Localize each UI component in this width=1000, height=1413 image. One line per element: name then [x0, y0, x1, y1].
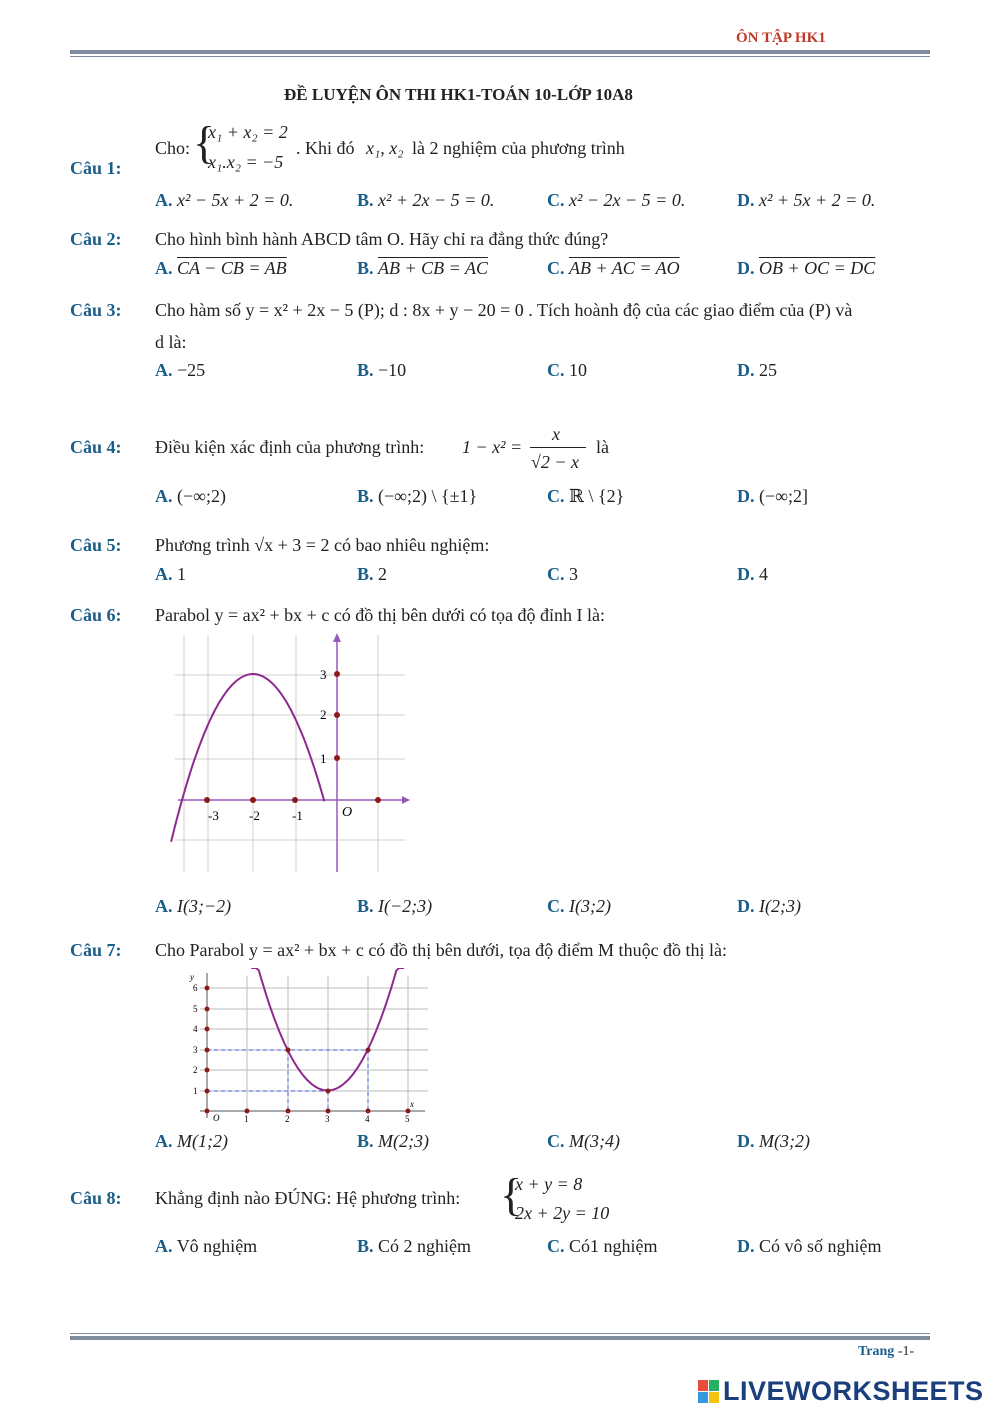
option-d[interactable]: D. M(3;2) — [737, 1131, 810, 1151]
svg-text:y: y — [190, 972, 194, 982]
option-d[interactable]: D. Có vô số nghiệm — [737, 1236, 882, 1256]
x-tick-label: -1 — [292, 808, 303, 823]
system-eq-2: x₁.x₂ = −5 — [208, 152, 284, 172]
page-title: ĐỀ LUYỆN ÔN THI HK1-TOÁN 10-LỚP 10A8 — [284, 85, 633, 104]
header-label: ÔN TẬP HK1 — [736, 30, 826, 46]
system-eq-1: x₁ + x₂ = 2 — [208, 122, 288, 142]
y-axis-arrow — [333, 633, 341, 642]
y-tick-label: 2 — [320, 707, 327, 722]
svg-text:1: 1 — [244, 1114, 249, 1124]
option-d[interactable]: D. x² + 5x + 2 = 0. — [737, 190, 876, 210]
fraction-numerator: x — [552, 424, 560, 444]
option-c[interactable]: C. AB + AC = AO — [547, 258, 680, 278]
system-brace: { — [193, 117, 216, 168]
footer-rule-thin — [70, 1333, 930, 1334]
svg-text:3: 3 — [193, 1045, 198, 1055]
svg-text:2: 2 — [193, 1065, 198, 1075]
page-number: Trang -1- — [858, 1344, 915, 1359]
logo-text: LIVEWORKSHEETS — [723, 1376, 984, 1406]
option-b[interactable]: B. Có 2 nghiệm — [357, 1236, 472, 1256]
svg-text:1: 1 — [193, 1086, 198, 1096]
equation-left: 1 − x² = — [462, 437, 523, 457]
fraction-bar — [530, 447, 586, 448]
option-a[interactable]: A. CA − CB = AB — [155, 258, 287, 278]
option-a[interactable]: A. −25 — [155, 360, 206, 380]
option-c[interactable]: C. 10 — [547, 360, 587, 380]
fraction-denominator: √2 − x — [531, 452, 580, 472]
svg-text:5: 5 — [405, 1114, 410, 1124]
question-text: Cho hình bình hành ABCD tâm O. Hãy chỉ ra đẳng thức đúng? — [155, 229, 609, 249]
question-text-end: là — [596, 437, 609, 457]
option-d[interactable]: D. (−∞;2] — [737, 486, 808, 506]
question-text: Cho hàm số y = x² + 2x − 5 (P); d : 8x + y − 20 = 0 . Tích hoành độ của các giao điểm của (P) và — [155, 300, 853, 320]
svg-text:O: O — [213, 1113, 220, 1123]
option-c[interactable]: C. Có1 nghiệm — [547, 1236, 658, 1256]
graph-points — [204, 671, 381, 803]
system-eq-1: x + y = 8 — [515, 1174, 583, 1194]
header-rule — [70, 50, 930, 54]
question-label: Câu 5: — [70, 535, 122, 555]
grid — [200, 976, 428, 1113]
svg-text:x: x — [410, 1099, 414, 1109]
parabol-graph-6 — [170, 630, 410, 875]
svg-text:4: 4 — [193, 1024, 198, 1034]
question-label: Câu 4: — [70, 437, 122, 457]
header-rule-thin — [70, 56, 930, 57]
x-axis-arrow — [402, 796, 410, 804]
svg-text:3: 3 — [325, 1114, 330, 1124]
option-c[interactable]: C. ℝ \ {2} — [547, 486, 625, 506]
liveworksheets-logo[interactable] — [698, 1376, 984, 1407]
footer-rule — [70, 1336, 930, 1340]
option-c[interactable]: C. I(3;2) — [547, 896, 611, 916]
x-tick-label: -3 — [208, 808, 219, 823]
option-b[interactable]: B. x² + 2x − 5 = 0. — [357, 190, 495, 210]
x-tick-label: -2 — [249, 808, 260, 823]
option-a[interactable]: A. 1 — [155, 564, 186, 584]
option-d[interactable]: D. I(2;3) — [737, 896, 801, 916]
question-text: Điều kiện xác định của phương trình: — [155, 437, 425, 457]
logo-icon — [698, 1380, 720, 1404]
question-text: là 2 nghiệm của phương trình — [412, 138, 625, 158]
option-d[interactable]: D. 25 — [737, 360, 777, 380]
option-a[interactable]: A. (−∞;2) — [155, 486, 226, 506]
option-a[interactable]: A. Vô nghiệm — [155, 1236, 258, 1256]
svg-text:2: 2 — [285, 1114, 290, 1124]
parabol-graph-7 — [180, 968, 435, 1128]
option-b[interactable]: B. (−∞;2) \ {±1} — [357, 486, 478, 506]
question-text: Cho Parabol y = ax² + bx + c có đồ thị bên dưới, tọa độ điểm M thuộc đồ thị là: — [155, 940, 728, 960]
option-b[interactable]: B. M(2;3) — [357, 1131, 429, 1151]
option-c[interactable]: C. 3 — [547, 564, 578, 584]
option-a[interactable]: A. M(1;2) — [155, 1131, 228, 1151]
option-b[interactable]: B. −10 — [357, 360, 407, 380]
y-tick-label: 1 — [320, 751, 327, 766]
option-b[interactable]: B. 2 — [357, 564, 388, 584]
question-text-2: d là: — [155, 332, 187, 352]
svg-text:5: 5 — [193, 1004, 198, 1014]
svg-text:6: 6 — [193, 983, 198, 993]
question-text: Cho: — [155, 138, 191, 158]
grid — [175, 635, 405, 872]
origin-label: O — [342, 805, 353, 820]
option-a[interactable]: A. I(3;−2) — [155, 896, 232, 916]
option-c[interactable]: C. M(3;4) — [547, 1131, 620, 1151]
system-brace: { — [500, 1169, 523, 1220]
question-label: Câu 2: — [70, 229, 122, 249]
question-label: Câu 6: — [70, 605, 122, 625]
option-a[interactable]: A. x² − 5x + 2 = 0. — [155, 190, 294, 210]
option-c[interactable]: C. x² − 2x − 5 = 0. — [547, 190, 686, 210]
option-b[interactable]: B. I(−2;3) — [357, 896, 433, 916]
tick-labels — [189, 972, 414, 1124]
option-b[interactable]: B. AB + CB = AC — [357, 258, 488, 278]
question-label: Câu 3: — [70, 300, 122, 320]
y-tick-label: 3 — [320, 667, 327, 682]
option-d[interactable]: D. 4 — [737, 564, 768, 584]
question-text: Phương trình √x + 3 = 2 có bao nhiêu nghiệm: — [155, 535, 490, 555]
question-text: Khẳng định nào ĐÚNG: Hệ phương trình: — [155, 1188, 461, 1208]
question-vars: x₁, x₂ — [366, 138, 404, 158]
question-text: Parabol y = ax² + bx + c có đồ thị bên dưới có tọa độ đỉnh I là: — [155, 605, 606, 625]
question-text: . Khi đó — [296, 138, 355, 158]
guide-lines — [207, 1050, 368, 1111]
question-label: Câu 8: — [70, 1188, 122, 1208]
system-eq-2: 2x + 2y = 10 — [515, 1203, 610, 1223]
option-d[interactable]: D. OB + OC = DC — [737, 258, 876, 278]
svg-text:4: 4 — [365, 1114, 370, 1124]
question-label: Câu 1: — [70, 158, 122, 178]
question-label: Câu 7: — [70, 940, 122, 960]
